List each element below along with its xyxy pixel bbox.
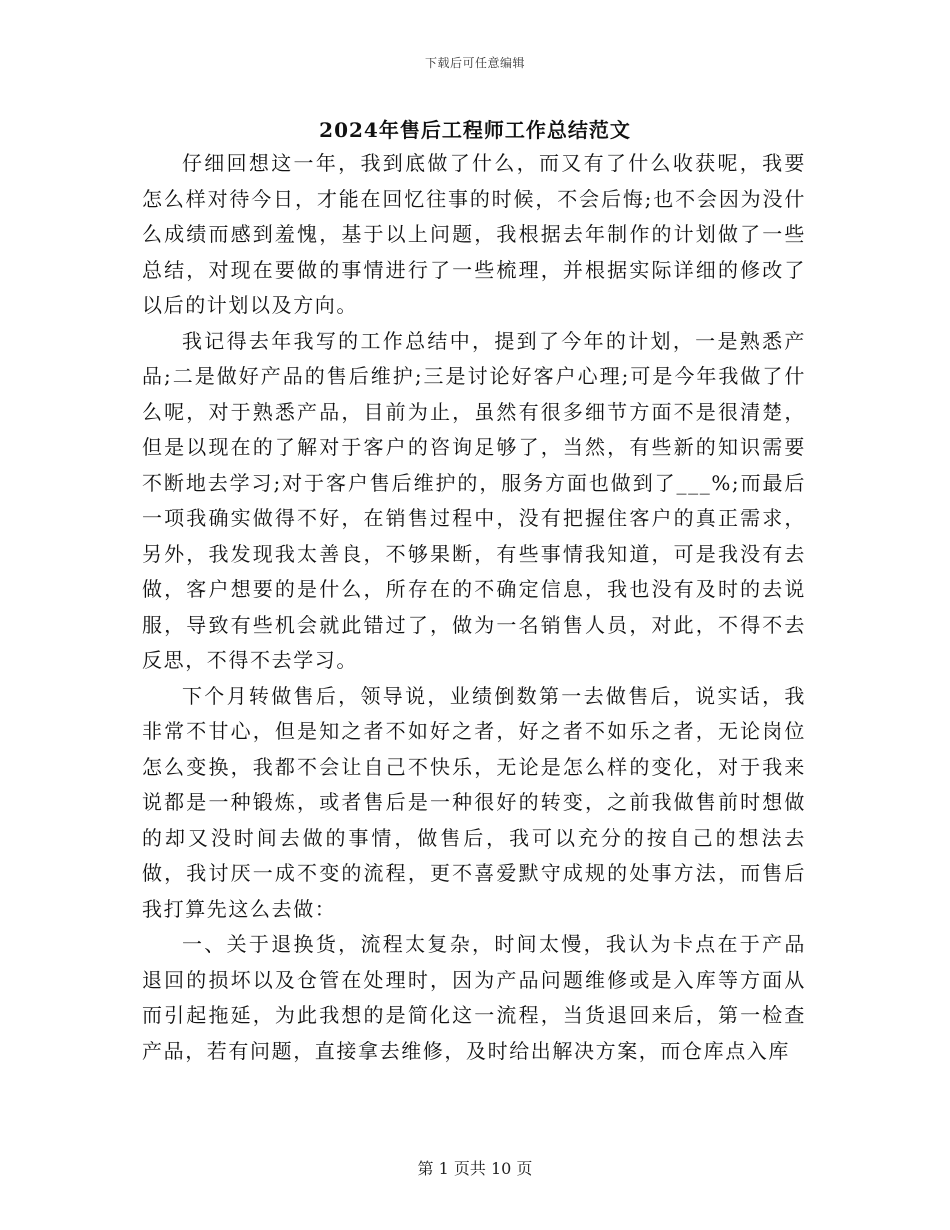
- paragraph-1: 仔细回想这一年，我到底做了什么，而又有了什么收获呢，我要怎么样对待今日，才能在回忆往事的时候，不会后悔;也不会因为没什么成绩而感到羞愧，基于以上问题，我根据去年制作的计划做了一些总结，对现在要做的事情进行了一些梳理，并根据实际详细的修改了以后的计划以及方向。: [142, 151, 806, 317]
- page-number-footer: 第 1 页共 10 页: [417, 1159, 533, 1178]
- paragraph-3: 下个月转做售后，领导说，业绩倒数第一去做售后，说实话，我非常不甘心，但是知之者不如好之者，好之者不如乐之者，无论岗位怎么变换，我都不会让自己不快乐，无论是怎么样的变化，对于我来说都是一种锻炼，或者售后是一种很好的转变，之前我做售前时想做的却又没时间去做的事情，做售后，我可以充分的按自己的想法去做，我讨厌一成不变的流程，更不喜爱默守成规的处事方法，而售后我打算先这么去做：: [142, 683, 806, 921]
- paragraph-2: 我记得去年我写的工作总结中，提到了今年的计划，一是熟悉产品;二是做好产品的售后维护;三是讨论好客户心理;可是今年我做了什么呢，对于熟悉产品，目前为止，虽然有很多细节方面不是很清楚，但是以现在的了解对于客户的咨询足够了，当然，有些新的知识需要不断地去学习;对于客户售后维护的，服务方面也做到了___%;而最后一项我确实做得不好，在销售过程中，没有把握住客户的真正需求，另外，我发现我太善良，不够果断，有些事情我知道，可是我没有去做，客户想要的是什么，所存在的不确定信息，我也没有及时的去说服，导致有些机会就此错过了，做为一名销售人员，对此，不得不去反思，不得不去学习。: [142, 328, 806, 672]
- document-title: 2024年售后工程师工作总结范文: [319, 118, 631, 142]
- page-header-note: 下载后可任意编辑: [424, 56, 525, 70]
- document-body: [142, 146, 806, 1069]
- paragraph-4: 一、关于退换货，流程太复杂，时间太慢，我认为卡点在于产品退回的损坏以及仓管在处理时，因为产品问题维修或是入库等方面从而引起拖延，为此我想的是简化这一流程，当货退回来后，第一检查产品，若有问题，直接拿去维修，及时给出解决方案，而仓库点入库: [142, 932, 806, 1063]
